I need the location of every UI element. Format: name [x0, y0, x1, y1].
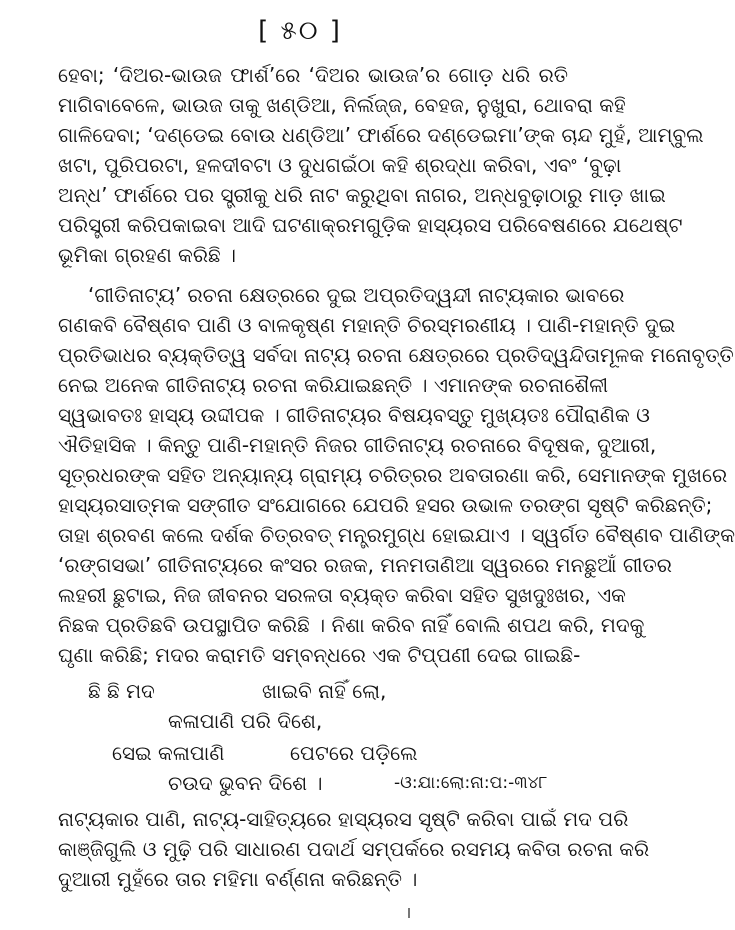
- text-line: ପରିସ୍ତ୍ରୀ କରିପକାଇବା ଆଦି ଘଟଣାକ୍ରମଗୁଡ଼ିକ ହାସ୍ୟରସ ପରିବେଷଣରେ ଯଥେଷ୍ଟ: [58, 213, 683, 237]
- text-line: ଲହରୀ ଛୁଟାଇ, ନିଜ ଜୀବନର ସରଳତା ବ୍ୟକ୍ତ କରିବା ସହିତ ସୁଖଦୁଃଖର, ଏକ: [58, 583, 626, 607]
- poem-line: ସେଇ କଳାପାଣି: [112, 741, 225, 765]
- poem-line: ପେଟରେ ପଡ଼ିଲେ: [290, 741, 418, 765]
- scan-speck: [408, 908, 410, 918]
- page-number: [ ୫୦ ]: [258, 16, 342, 46]
- text-line: ‘ଗୀତିନାଟ୍ୟ’ ରଚନା କ୍ଷେତ୍ରରେ ଦୁଇ ଅପ୍ରତିଦ୍ୱନ୍ଦୀ ନାଟ୍ୟକାର ଭାବରେ: [88, 283, 625, 307]
- text-line: ହେବା; ‘ଦିଅର-ଭାଉଜ ଫାର୍ଶ’ରେ ‘ଦିଅର ଭାଉଜ’ର ଗୋଡ଼ ଧରି ରତି: [58, 63, 568, 87]
- text-line: ନେଇ ଅନେକ ଗୀତିନାଟ୍ୟ ରଚନା କରିଯାଇଛନ୍ତି । ଏମାନଙ୍କ ରଚନାଶୈଳୀ: [58, 373, 609, 397]
- poem-line: ଚଉଦ ଭୁବନ ଦିଶେ ।: [168, 771, 323, 795]
- text-line: ଘୃଣା କରିଛି; ମଦର କରାମତି ସମ୍ବନ୍ଧରେ ଏକ ଟିପ୍ପଣୀ ଦେଇ ଗାଇଛି-: [58, 643, 581, 667]
- text-line: ଦୁଆରୀ ମୁହଁରେ ତାର ମହିମା ବର୍ଣ୍ଣନା କରିଛନ୍ତି ।: [58, 867, 418, 891]
- text-line: ‘ରଙ୍ଗସଭା’ ଗୀତିନାଟ୍ୟରେ କଂସର ରଜକ, ମନମତାଣିଆ ସ୍ୱରରେ ମନଛୁଆଁ ଗୀତର: [58, 553, 672, 577]
- text-line: ଐତିହାସିକ । କିନ୍ତୁ ପାଣି-ମହାନ୍ତି ନିଜର ଗୀତିନାଟ୍ୟ ରଚନାରେ ବିଦୂଷକ, ଦୁଆରୀ,: [58, 433, 657, 457]
- citation: -ଓ:ଯା:ଲୋ:ନା:ପ:-୩୪୮: [394, 773, 548, 793]
- poem-line: ଖାଇବି ନାହିଁ ଲୋ,: [262, 679, 387, 703]
- poem-line: ଛି ଛି ମଦ: [88, 679, 155, 703]
- text-line: ନିଛକ ପ୍ରତିଛବି ଉପସ୍ଥାପିତ କରିଛି । ନିଶା କରିବ ନାହିଁ ବୋଲି ଶପଥ କରି, ମଦକୁ: [58, 613, 645, 637]
- text-line: ଅନ୍ଧ’ ଫାର୍ଶରେ ପର ସ୍ତ୍ରୀକୁ ଧରି ନାଟ କରୁଥିବା ନାଗର, ଅନ୍ଧବୁଢ଼ାଠାରୁ ମାଡ଼ ଖାଇ: [58, 183, 666, 207]
- text-line: ତାହା ଶ୍ରବଣ କଲେ ଦର୍ଶକ ଚିତ୍ରବତ୍ ମନ୍ତ୍ରମୁଗ୍ଧ ହୋଇଯାଏ । ସ୍ୱର୍ଗତ ବୈଷ୍ଣବ ପାଣିଙ୍କ: [58, 523, 735, 547]
- text-line: ଖଟା, ପୁରିପରଟା, ହଳଦୀବଟା ଓ ଦୁଧଗଇଁଠା କହି ଶ୍ରଦ୍ଧା କରିବା, ଏବଂ ‘ବୁଢ଼ା: [58, 153, 622, 177]
- text-line: ଗାଳିଦେବା; ‘ଦଣ୍ଡେଇ ବୋଉ ଧଣ୍ଡିଆ’ ଫାର୍ଶରେ ଦଣ୍ଡେଇମା’ଙ୍କ ଚାନ୍ଦ ମୁହଁ, ଆମ୍ବୁଲ: [58, 123, 704, 147]
- poem-line: କଳାପାଣି ପରି ଦିଶେ,: [168, 709, 323, 733]
- text-line: ସୂତ୍ରଧରଙ୍କ ସହିତ ଅନ୍ୟାନ୍ୟ ଗ୍ରାମ୍ୟ ଚରିତ୍ରର ଅବତାରଣା କରି, ସେମାନଙ୍କ ମୁଖରେ: [58, 463, 728, 487]
- text-line: ନାଟ୍ୟକାର ପାଣି, ନାଟ୍ୟ-ସାହିତ୍ୟରେ ହାସ୍ୟରସ ସୃଷ୍ଟି କରିବା ପାଇଁ ମଦ ପରି: [58, 807, 629, 831]
- text-line: ସ୍ୱଭାବତଃ ହାସ୍ୟ ଉଦ୍ଦୀପକ । ଗୀତିନାଟ୍ୟର ବିଷୟବସ୍ତୁ ମୁଖ୍ୟତଃ ପୌରାଣିକ ଓ: [58, 403, 650, 427]
- text-line: ହାସ୍ୟରସାତ୍ମକ ସଙ୍ଗୀତ ସଂଯୋଗରେ ଯେପରି ହସର ଉଭାଳ ତରଙ୍ଗ ସୃଷ୍ଟି କରିଛନ୍ତି;: [58, 493, 713, 517]
- text-line: ମାଗିବାବେଳେ, ଭାଉଜ ତାକୁ ଖଣ୍ଡିଆ, ନିର୍ଲଜ୍ଜ, ବେହଜ, ନୁଖୁରା, ଥୋବରା କହି: [58, 93, 626, 117]
- text-line: ପ୍ରତିଭାଧର ବ୍ୟକ୍ତିତ୍ୱ ସର୍ବଦା ନାଟ୍ୟ ରଚନା କ୍ଷେତ୍ରରେ ପ୍ରତିଦ୍ୱନ୍ଦିତାମୂଳକ ମନୋବୃତ୍ତି: [58, 343, 734, 367]
- text-line: ଭୂମିକା ଗ୍ରହଣ କରିଛି ।: [58, 243, 237, 267]
- text-line: କାଞ୍ଜିଗୁଲି ଓ ମୁଢ଼ି ପରି ସାଧାରଣ ପଦାର୍ଥ ସମ୍ପର୍କରେ ରସମୟ କବିତା ରଚନା କରି: [58, 837, 650, 861]
- text-line: ଗଣକବି ବୈଷ୍ଣବ ପାଣି ଓ ବାଳକୃଷ୍ଣ ମହାନ୍ତି ଚିରସ୍ମରଣୀୟ । ପାଣି-ମହାନ୍ତି ଦୁଇ: [58, 313, 676, 337]
